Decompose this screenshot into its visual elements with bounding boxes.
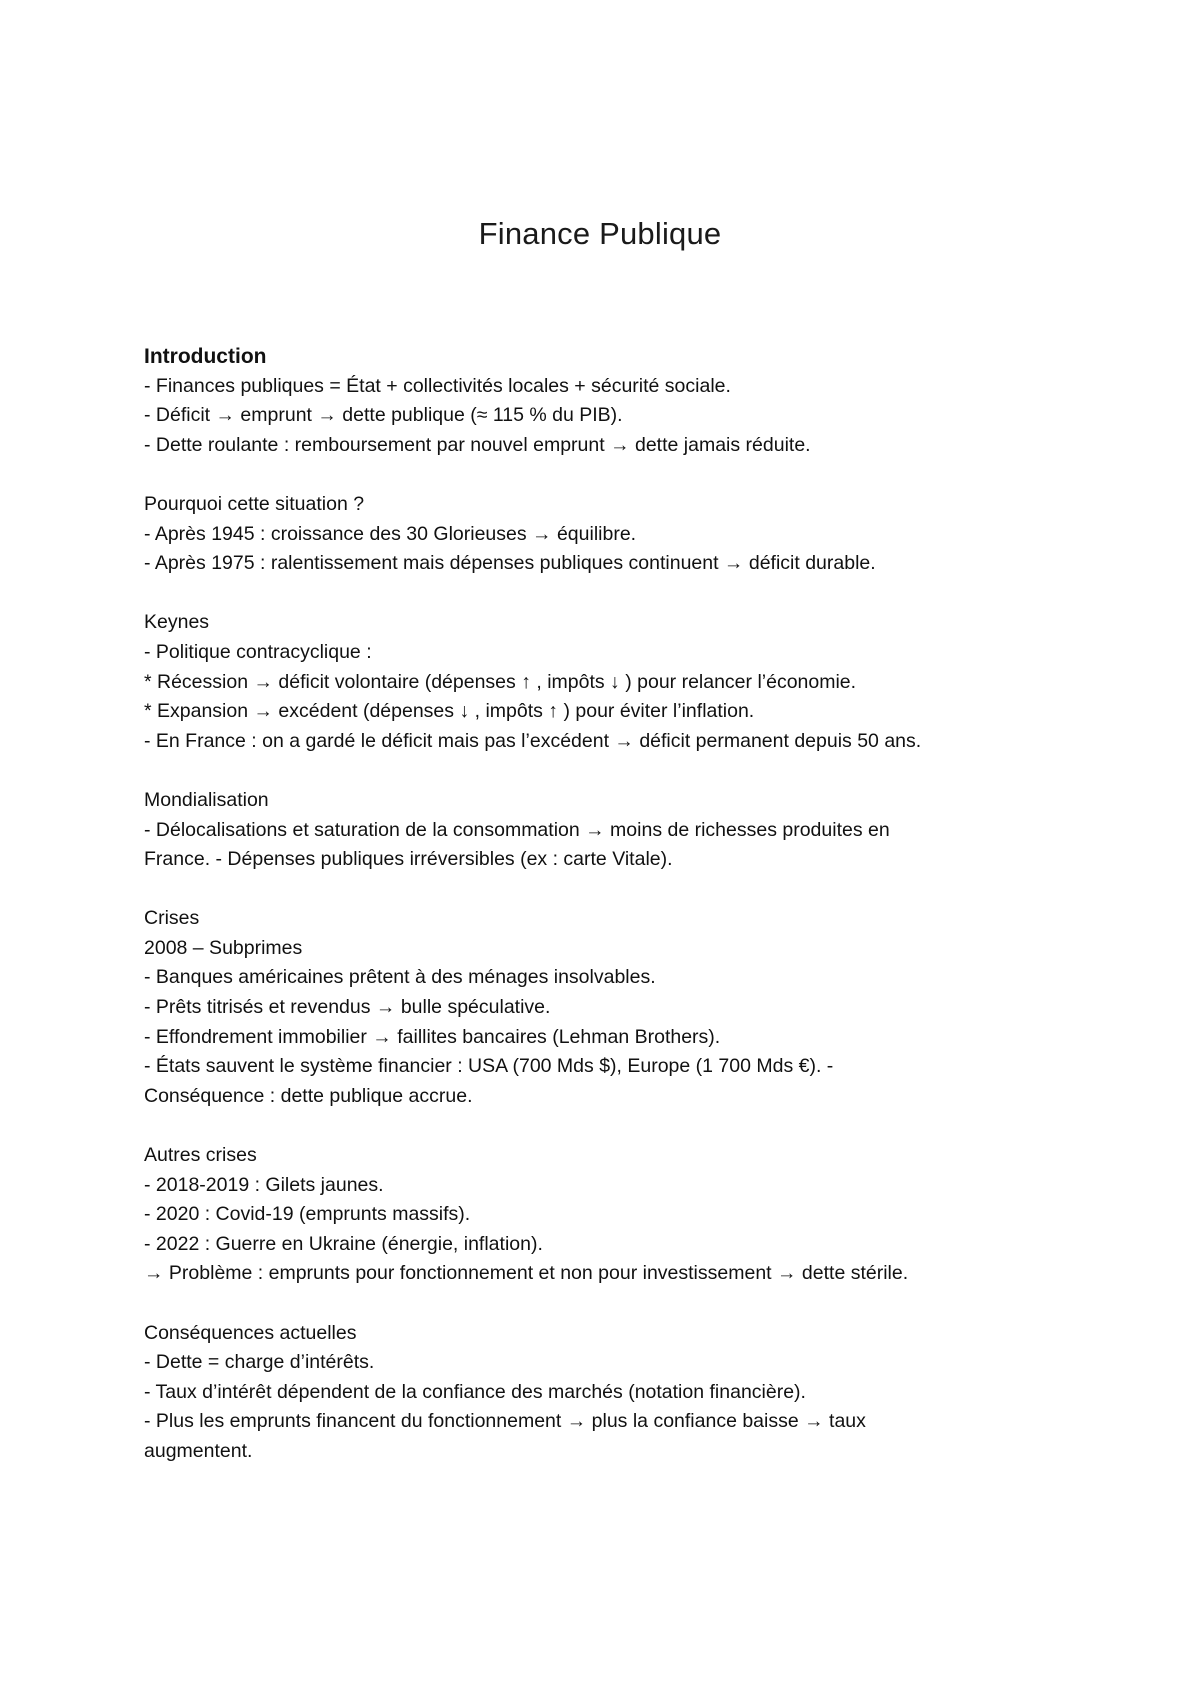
section-keynes	[144, 608, 1044, 756]
text-line: - Banques américaines prêtent à des ménages insolvables.	[144, 966, 656, 989]
text-line: - Prêts titrisés et revendus → bulle spéculative.	[144, 996, 551, 1019]
section-autres-crises	[144, 1141, 1044, 1289]
section-introduction	[144, 342, 1044, 460]
document-body	[144, 342, 1044, 1496]
text-line: - 2018-2019 : Gilets jaunes.	[144, 1173, 384, 1196]
text-line: augmentent.	[144, 1439, 253, 1462]
text-line: - Déficit → emprunt → dette publique (≈ 115 % du PIB).	[144, 404, 623, 427]
text-line: - Après 1945 : croissance des 30 Glorieuses → équilibre.	[144, 522, 637, 545]
text-line: - En France : on a gardé le déficit mais pas l’excédent → déficit permanent depuis 50 ans.	[144, 729, 922, 752]
text-line: - Dette = charge d’intérêts.	[144, 1351, 375, 1374]
text-line: - Délocalisations et saturation de la consommation → moins de richesses produites en	[144, 818, 890, 841]
text-line: * Récession → déficit volontaire (dépenses ↑ , impôts ↓ ) pour relancer l’économie.	[144, 670, 857, 693]
text-line: - États sauvent le système financier : USA (700 Mds $), Europe (1 700 Mds €). -	[144, 1055, 834, 1078]
section-heading: Mondialisation	[144, 788, 269, 811]
text-line: → Problème : emprunts pour fonctionnement et non pour investissement → dette stérile.	[144, 1262, 909, 1285]
text-line: - 2022 : Guerre en Ukraine (énergie, inflation).	[144, 1232, 543, 1255]
text-line: - Finances publiques = État + collectivités locales + sécurité sociale.	[144, 374, 731, 397]
text-line: 2008 – Subprimes	[144, 936, 303, 959]
text-line: - 2020 : Covid-19 (emprunts massifs).	[144, 1203, 471, 1226]
text-line: - Après 1975 : ralentissement mais dépenses publiques continuent → déficit durable.	[144, 552, 876, 575]
text-line: - Taux d’intérêt dépendent de la confiance des marchés (notation financière).	[144, 1380, 806, 1403]
section-crises	[144, 904, 1044, 1111]
text-line: - Effondrement immobilier → faillites bancaires (Lehman Brothers).	[144, 1025, 721, 1048]
text-line: Conséquence : dette publique accrue.	[144, 1084, 473, 1107]
section-consequences	[144, 1319, 1044, 1467]
section-heading: Crises	[144, 907, 200, 930]
text-line: France. - Dépenses publiques irréversibles (ex : carte Vitale).	[144, 848, 673, 871]
section-heading: Autres crises	[144, 1144, 257, 1167]
text-line: - Dette roulante : remboursement par nouvel emprunt → dette jamais réduite.	[144, 433, 811, 456]
text-line: - Politique contracyclique :	[144, 640, 372, 663]
text-line: - Plus les emprunts financent du fonctionnement → plus la confiance baisse → taux	[144, 1410, 866, 1433]
section-heading: Pourquoi cette situation ?	[144, 492, 365, 515]
section-heading: Conséquences actuelles	[144, 1321, 357, 1344]
section-pourquoi	[144, 490, 1044, 579]
section-heading: Keynes	[144, 611, 210, 634]
text-line: * Expansion → excédent (dépenses ↓ , impôts ↑ ) pour éviter l’inflation.	[144, 700, 755, 723]
section-heading: Introduction	[144, 345, 267, 368]
document-title: Finance Publique	[478, 216, 722, 251]
section-mondialisation	[144, 786, 1044, 875]
